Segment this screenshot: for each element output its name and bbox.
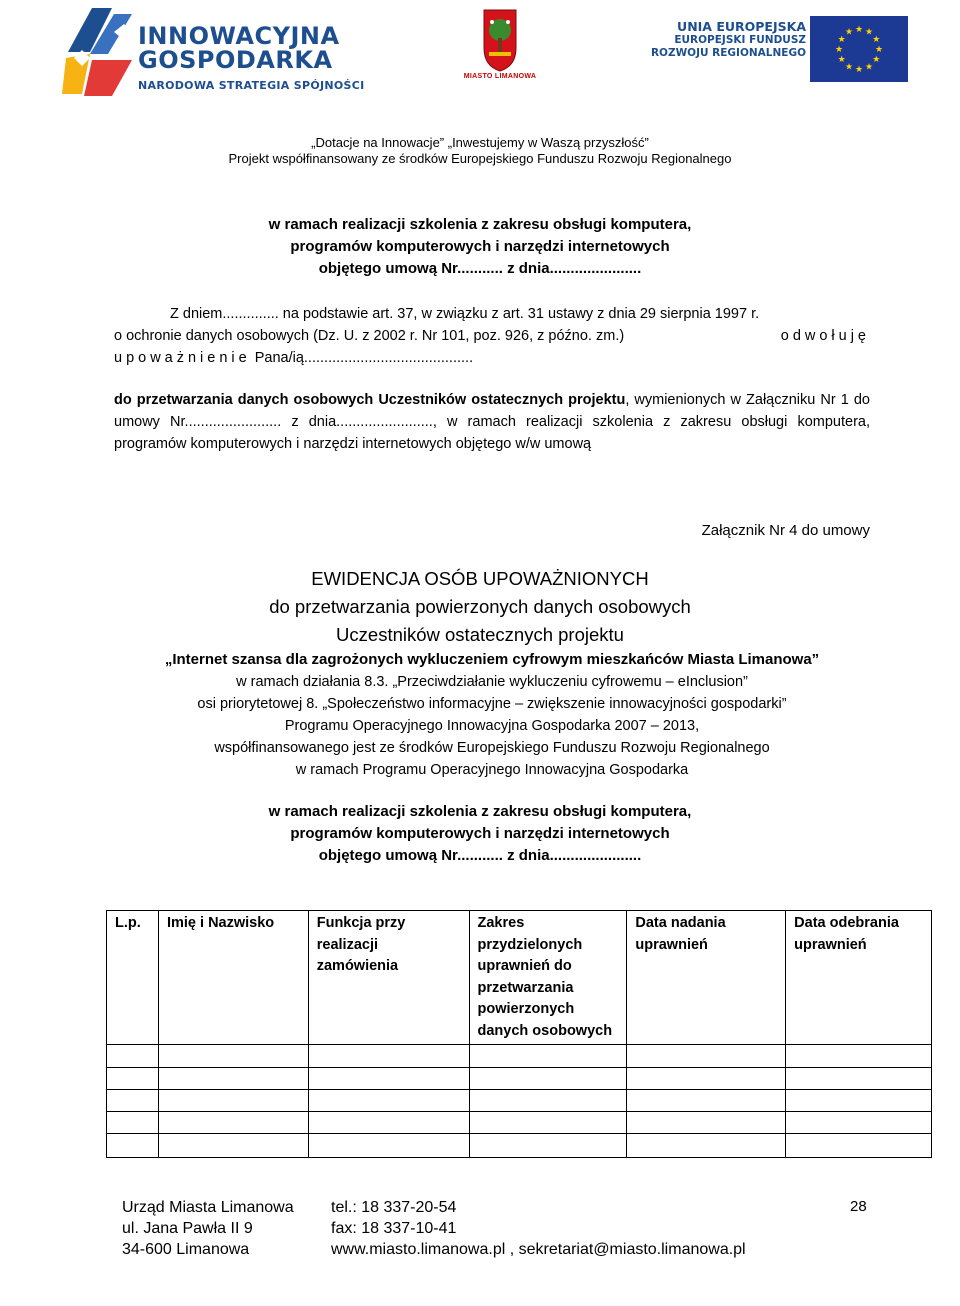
- eu-star-icon: ★: [872, 34, 881, 44]
- col-header: L.p.: [107, 911, 159, 1045]
- eu-line2: EUROPEJSKI FUNDUSZ: [674, 34, 806, 46]
- page-number: 28: [850, 1198, 867, 1215]
- revocation-intro: [0, 214, 960, 280]
- table-cell[interactable]: [786, 1045, 932, 1068]
- col-header: Data nadania uprawnień: [627, 911, 786, 1045]
- p1-line3b: Pana/ią..........................................: [254, 350, 474, 366]
- table-row: [107, 1112, 932, 1134]
- ig-subline: NARODOWA STRATEGIA SPÓJNOŚCI: [138, 79, 365, 92]
- ig-emblem-icon: [62, 2, 138, 98]
- footer-fax: fax: 18 337-10-41: [331, 1220, 457, 1237]
- table-cell[interactable]: [627, 1045, 786, 1068]
- intro-line: programów komputerowych i narzędzi internetowych: [290, 238, 670, 255]
- table-cell[interactable]: [158, 1045, 308, 1068]
- page-header: [0, 0, 960, 110]
- table-row: [107, 1068, 932, 1090]
- table-cell[interactable]: [107, 1090, 159, 1112]
- table-row: [107, 1045, 932, 1068]
- table-cell[interactable]: [786, 1134, 932, 1158]
- col-header: Imię i Nazwisko: [158, 911, 308, 1045]
- table-cell[interactable]: [627, 1134, 786, 1158]
- eu-star-icon: ★: [864, 26, 874, 37]
- authorized-persons-table: [106, 910, 932, 1158]
- table-cell[interactable]: [158, 1112, 308, 1134]
- innowacyjna-gospodarka-logo: [62, 2, 365, 98]
- intro-line: w ramach realizacji szkolenia z zakresu obsługi komputera,: [268, 216, 692, 233]
- eu-star-icon: ★: [864, 61, 874, 72]
- ig-line2: GOSPODARKA: [138, 46, 333, 74]
- scope-rest: , wymienionych w Załączniku Nr 1 do umowy Nr........................ z dnia........................, w ramach realizacji szkolenia z zakresu obsługi komputera, programów komputerowych i narzędzi internetowych objętego w/w umową: [114, 392, 870, 452]
- footer-org: Urząd Miasta Limanowa: [122, 1199, 294, 1216]
- footer-web[interactable]: www.miasto.limanowa.pl , sekretariat@miasto.limanowa.pl: [331, 1241, 746, 1258]
- title-line: do przetwarzania powierzonych danych osobowych: [269, 596, 691, 617]
- scope-line: programów komputerowych i narzędzi internetowych: [290, 825, 670, 842]
- title-line: Uczestników ostatecznych projektu: [336, 624, 624, 645]
- table-cell[interactable]: [786, 1112, 932, 1134]
- table-cell[interactable]: [627, 1090, 786, 1112]
- eu-star-icon: ★: [854, 24, 864, 34]
- eu-flag-icon: [810, 16, 908, 82]
- p1-line1: Z dniem.............. na podstawie art. 37, w związku z art. 31 ustawy z dnia 29 sierpnia 1997 r.: [170, 306, 760, 322]
- footer-street: ul. Jana Pawła II 9: [122, 1220, 253, 1237]
- table-cell[interactable]: [158, 1134, 308, 1158]
- table-cell[interactable]: [786, 1068, 932, 1090]
- program-line: współfinansowanego jest ze środków Europejskiego Funduszu Rozwoju Regionalnego: [214, 740, 770, 756]
- col-header: Zakres przydzielonych uprawnień do przetwarzania powierzonych danych osobowych: [469, 911, 627, 1045]
- eu-star-icon: ★: [874, 44, 884, 54]
- col-header: Data odebrania uprawnień: [786, 911, 932, 1045]
- p1-line2a: o ochronie danych osobowych (Dz. U. z 2002 r. Nr 101, poz. 926, z późno. zm.): [114, 328, 625, 344]
- table-cell[interactable]: [107, 1112, 159, 1134]
- table-cell[interactable]: [786, 1090, 932, 1112]
- table-cell[interactable]: [469, 1068, 627, 1090]
- scope-bold: do przetwarzania danych osobowych Uczestników ostatecznych projektu: [114, 392, 626, 408]
- eu-star-icon: ★: [872, 54, 881, 64]
- cofinance-text: Projekt współfinansowany ze środków Europejskiego Funduszu Rozwoju Regionalnego: [228, 151, 732, 166]
- intro-line: objętego umową Nr........... z dnia......................: [318, 260, 642, 277]
- eu-line1: UNIA EUROPEJSKA: [677, 19, 806, 34]
- ig-line1: INNOWACYJNA: [138, 22, 340, 50]
- eu-star-icon: ★: [837, 34, 846, 44]
- annex-scope: [0, 801, 960, 867]
- eu-star-icon: ★: [844, 26, 854, 37]
- title-line: EWIDENCJA OSÓB UPOWAŻNIONYCH: [311, 568, 649, 589]
- program-line: w ramach działania 8.3. „Przeciwdziałanie wykluczeniu cyfrowemu – eInclusion”: [236, 674, 748, 690]
- table-cell[interactable]: [469, 1090, 627, 1112]
- table-cell[interactable]: [469, 1045, 627, 1068]
- table-cell[interactable]: [627, 1068, 786, 1090]
- table-cell[interactable]: [308, 1134, 469, 1158]
- table-cell[interactable]: [627, 1112, 786, 1134]
- footer-contact: [331, 1197, 746, 1260]
- eu-star-icon: ★: [854, 64, 864, 74]
- eu-logo: [648, 16, 910, 82]
- city-name-text: MIASTO LIMANOWA: [463, 73, 537, 80]
- revocation-paragraph: [114, 303, 870, 369]
- p1-line3a: upoważnienie: [114, 350, 251, 366]
- table-cell[interactable]: [469, 1112, 627, 1134]
- program-line: osi priorytetowej 8. „Społeczeństwo informacyjne – zwiększenie innowacyjności gospodarki”: [197, 696, 787, 712]
- scope-line: w ramach realizacji szkolenia z zakresu obsługi komputera,: [268, 803, 692, 820]
- table-cell[interactable]: [107, 1045, 159, 1068]
- eu-star-icon: ★: [834, 44, 844, 54]
- table-cell[interactable]: [469, 1134, 627, 1158]
- funding-note: [0, 135, 960, 167]
- annex-title: [0, 565, 960, 649]
- table-cell[interactable]: [308, 1112, 469, 1134]
- eu-star-icon: ★: [844, 61, 854, 72]
- annex-label: Załącznik Nr 4 do umowy: [701, 522, 870, 539]
- table-header-row: [107, 911, 932, 1045]
- project-name: „Internet szansa dla zagrożonych wykluczeniem cyfrowym mieszkańców Miasta Limanowa”: [164, 651, 820, 668]
- program-line: Programu Operacyjnego Innowacyjna Gospodarka 2007 – 2013,: [284, 718, 700, 734]
- eu-line3: ROZWOJU REGIONALNEGO: [650, 47, 806, 59]
- footer-address: [122, 1197, 294, 1260]
- p1-line2b: odwołuję: [780, 328, 870, 344]
- limanowa-crest-icon: [458, 8, 542, 72]
- table-cell[interactable]: [158, 1090, 308, 1112]
- revocation-scope: [114, 389, 870, 455]
- table-row: [107, 1090, 932, 1112]
- table-cell[interactable]: [308, 1090, 469, 1112]
- table-cell[interactable]: [107, 1134, 159, 1158]
- table-cell[interactable]: [308, 1045, 469, 1068]
- table-cell[interactable]: [158, 1068, 308, 1090]
- footer-tel: tel.: 18 337-20-54: [331, 1199, 457, 1216]
- miasto-limanowa-crest: [458, 8, 542, 88]
- eu-star-icon: ★: [837, 54, 846, 64]
- program-line: w ramach Programu Operacyjnego Innowacyjna Gospodarka: [295, 762, 689, 778]
- scope-line: objętego umową Nr........... z dnia......................: [318, 847, 642, 864]
- table-cell[interactable]: [107, 1068, 159, 1090]
- col-header: Funkcja przy realizacji zamówienia: [308, 911, 469, 1045]
- slogan-text: „Dotacje na Innowacje” „Inwestujemy w Waszą przyszłość”: [311, 135, 649, 150]
- footer-city: 34-600 Limanowa: [122, 1241, 250, 1258]
- table-row: [107, 1134, 932, 1158]
- table-cell[interactable]: [308, 1068, 469, 1090]
